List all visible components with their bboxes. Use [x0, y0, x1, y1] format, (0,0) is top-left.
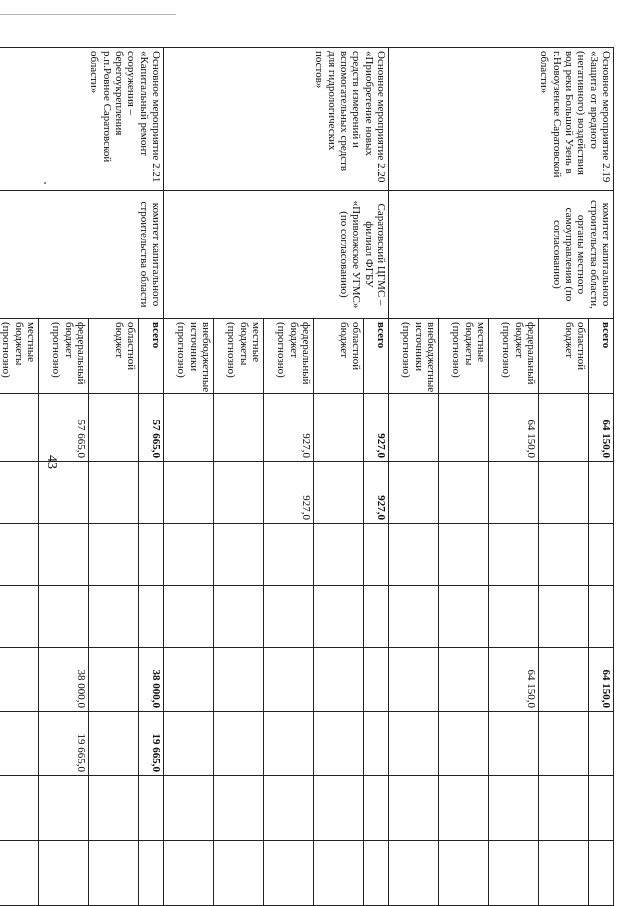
amount-cell: [364, 841, 389, 906]
amount-cell: [39, 586, 89, 648]
amount-cell: [89, 648, 139, 712]
amount-cell: [589, 524, 614, 586]
amount-cell: 38 000,0: [139, 648, 164, 712]
amount-cell: [539, 462, 589, 524]
amount-cell: [214, 586, 264, 648]
amount-cell: [364, 586, 389, 648]
amount-cell: [389, 841, 439, 906]
amount-cell: [89, 524, 139, 586]
amount-cell: [264, 586, 314, 648]
funding-source-cell: областной бюджет: [539, 319, 589, 394]
amount-cell: [0, 841, 39, 906]
amount-cell: [314, 394, 364, 462]
amount-cell: 927,0: [364, 462, 389, 524]
amount-cell: [389, 394, 439, 462]
event-name-cell: Основное мероприятие 2.20 «Приобретение новых средств измерений и вспомогательных средств для гидрологических постов»: [164, 48, 389, 191]
amount-cell: [0, 394, 39, 462]
amount-cell: [0, 776, 39, 841]
amount-cell: [389, 648, 439, 712]
funding-source-cell: местные бюджеты (прогнозно): [439, 319, 489, 394]
amount-cell: [89, 394, 139, 462]
amount-cell: [164, 524, 214, 586]
amount-cell: [0, 524, 39, 586]
amount-cell: 19 665,0: [39, 712, 89, 776]
amount-cell: [389, 586, 439, 648]
amount-cell: [214, 462, 264, 524]
amount-cell: [314, 841, 364, 906]
amount-cell: [164, 394, 214, 462]
amount-cell: 38 000,0: [39, 648, 89, 712]
amount-cell: [264, 524, 314, 586]
amount-cell: [139, 841, 164, 906]
amount-cell: [364, 524, 389, 586]
amount-cell: 927,0: [264, 462, 314, 524]
amount-cell: [39, 524, 89, 586]
amount-cell: [139, 776, 164, 841]
amount-cell: [214, 712, 264, 776]
amount-cell: 19 665,0: [139, 712, 164, 776]
amount-cell: [214, 776, 264, 841]
amount-cell: [164, 712, 214, 776]
amount-cell: [214, 394, 264, 462]
funding-source-cell: местные бюджеты (прогнозно): [214, 319, 264, 394]
amount-cell: [589, 712, 614, 776]
amount-cell: [314, 586, 364, 648]
amount-cell: [89, 586, 139, 648]
funding-source-cell: внебюджетные источники (прогнозно): [389, 319, 439, 394]
amount-cell: [39, 776, 89, 841]
amount-cell: 64 150,0: [589, 648, 614, 712]
table-row: [364, 48, 389, 906]
amount-cell: [214, 648, 264, 712]
executor-cell: Саратовский ЦГМС – филиал ФГБУ «Приволжское УГМС» (по согласованию): [164, 191, 389, 319]
amount-cell: [139, 524, 164, 586]
amount-cell: [589, 841, 614, 906]
funding-source-cell: внебюджетные источники (прогнозно): [164, 319, 214, 394]
amount-cell: [439, 776, 489, 841]
amount-cell: [539, 776, 589, 841]
amount-cell: [214, 524, 264, 586]
amount-cell: [489, 462, 539, 524]
amount-cell: [489, 841, 539, 906]
amount-cell: [439, 524, 489, 586]
amount-cell: [364, 776, 389, 841]
amount-cell: 64 150,0: [589, 394, 614, 462]
funding-source-cell: областной бюджет: [314, 319, 364, 394]
budget-table: [0, 47, 614, 906]
amount-cell: [264, 841, 314, 906]
amount-cell: 57 665,0: [39, 394, 89, 462]
funding-source-cell: всего: [364, 319, 389, 394]
amount-cell: [0, 462, 39, 524]
amount-cell: [489, 524, 539, 586]
funding-source-cell: федеральный бюджет (прогнозно): [264, 319, 314, 394]
amount-cell: [89, 712, 139, 776]
funding-source-cell: федеральный бюджет (прогнозно): [39, 319, 89, 394]
amount-cell: 927,0: [264, 394, 314, 462]
amount-cell: [439, 648, 489, 712]
amount-cell: [314, 776, 364, 841]
amount-cell: [139, 462, 164, 524]
amount-cell: [164, 841, 214, 906]
amount-cell: [214, 841, 264, 906]
amount-cell: [539, 524, 589, 586]
amount-cell: [0, 712, 39, 776]
amount-cell: [389, 524, 439, 586]
amount-cell: [439, 841, 489, 906]
amount-cell: [489, 776, 539, 841]
executor-cell: комитет капитального строительства области: [0, 191, 164, 319]
amount-cell: [164, 648, 214, 712]
amount-cell: [539, 586, 589, 648]
amount-cell: [89, 841, 139, 906]
amount-cell: [539, 648, 589, 712]
amount-cell: [164, 462, 214, 524]
amount-cell: [164, 586, 214, 648]
amount-cell: [264, 712, 314, 776]
amount-cell: 57 665,0: [139, 394, 164, 462]
executor-cell: комитет капитального строительства области, органы местного самоуправления (по согласованию): [389, 191, 614, 319]
amount-cell: 64 150,0: [489, 648, 539, 712]
funding-source-cell: всего: [139, 319, 164, 394]
amount-cell: [264, 648, 314, 712]
amount-cell: [439, 712, 489, 776]
event-name-cell: Основное мероприятие 2.19 «Защита от вредного (негативного) воздействия вод реки Большой Узень в г.Новоузенске Саратовской области»: [389, 48, 614, 191]
amount-cell: [364, 648, 389, 712]
amount-cell: [389, 462, 439, 524]
amount-cell: [39, 462, 89, 524]
amount-cell: [314, 524, 364, 586]
amount-cell: [164, 776, 214, 841]
amount-cell: [539, 712, 589, 776]
table-row: [139, 48, 164, 906]
amount-cell: 927,0: [364, 394, 389, 462]
amount-cell: [589, 462, 614, 524]
amount-cell: [389, 712, 439, 776]
scan-artifact-line: [0, 14, 176, 15]
amount-cell: [264, 776, 314, 841]
funding-source-cell: федеральный бюджет (прогнозно): [489, 319, 539, 394]
amount-cell: [139, 586, 164, 648]
amount-cell: [314, 462, 364, 524]
amount-cell: [89, 776, 139, 841]
amount-cell: [89, 462, 139, 524]
amount-cell: [0, 586, 39, 648]
amount-cell: [539, 841, 589, 906]
event-name-cell: Основное мероприятие 2.21 «Капитальный ремонт сооружения – берегоукрепления р.п.Ровное Саратовской области»: [0, 48, 164, 191]
amount-cell: [439, 586, 489, 648]
funding-source-cell: областной бюджет: [89, 319, 139, 394]
amount-cell: [314, 712, 364, 776]
funding-source-cell: местные бюджеты (прогнозно): [0, 319, 39, 394]
amount-cell: [314, 648, 364, 712]
funding-source-cell: всего: [589, 319, 614, 394]
amount-cell: 64 150,0: [489, 394, 539, 462]
amount-cell: [364, 712, 389, 776]
amount-cell: [489, 586, 539, 648]
amount-cell: [439, 462, 489, 524]
amount-cell: [489, 712, 539, 776]
page-number: 43: [44, 455, 59, 469]
amount-cell: [39, 841, 89, 906]
amount-cell: [389, 776, 439, 841]
amount-cell: [439, 394, 489, 462]
amount-cell: [0, 648, 39, 712]
amount-cell: [589, 776, 614, 841]
amount-cell: [539, 394, 589, 462]
amount-cell: [589, 586, 614, 648]
table-row: [589, 48, 614, 906]
table-body: [0, 48, 614, 906]
